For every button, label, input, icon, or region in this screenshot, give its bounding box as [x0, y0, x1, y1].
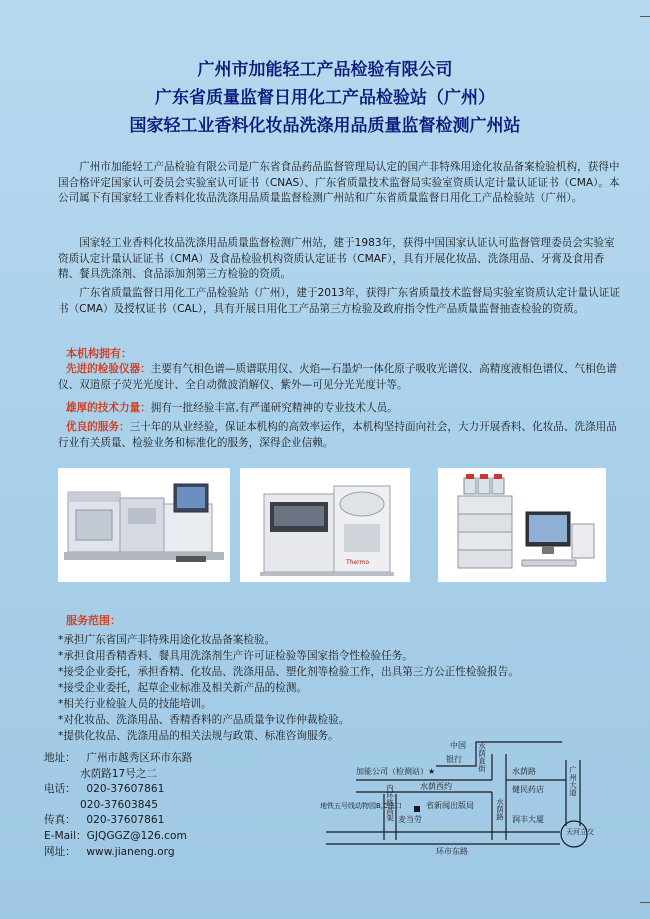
contact-block	[44, 751, 314, 860]
map-label-shuiyin-xiyue: 水荫西约	[420, 782, 452, 791]
map-label-metro: 地铁五号线动物园B,C出口	[320, 802, 402, 810]
map-label-news-press: 省新闻出版局	[426, 801, 474, 810]
email-link[interactable]: GJQGGZ@126.com	[86, 829, 187, 842]
station-name: 广东省质量监督日用化工产品检验站（广州）	[155, 88, 495, 108]
gc-instrument-illustration	[58, 468, 230, 582]
map-label-shuiyin-road-top: 水荫路	[512, 767, 536, 776]
feature-text: 主要有气相色谱—质谱联用仪、火焰—石墨炉一体化原子吸收光谱仪、高精度液相色谱仪、气相色谱仪、双道原子荧光光度计、全自动微波消解仪、紫外—可见分光光度计等。	[58, 363, 617, 391]
map-label-huanshi-road: 环市东路	[436, 847, 468, 856]
map-label-jianeng: 加能公司（检测站）★	[356, 767, 436, 776]
feature-label: 先进的检验仪器：	[66, 363, 151, 375]
location-map	[316, 722, 612, 856]
service-item: *相关行业检验人员的技能培训。	[58, 698, 212, 710]
aas-instrument-illustration	[240, 468, 410, 582]
feature-service	[58, 420, 620, 451]
map-label-shuiyin-road: 水荫路	[495, 798, 505, 821]
address-label: 地址：	[44, 752, 76, 764]
phone-1: 020-37607861	[86, 783, 165, 796]
email-label: E-Mail：	[44, 829, 87, 842]
phone-label: 电话：	[44, 783, 76, 796]
map-label-shuiyin-zhijie: 水荫直街	[477, 742, 487, 772]
phone-2: 020-37603845	[80, 798, 158, 811]
intro-paragraph-1: 广州市加能轻工产品检验有限公司是广东省食品药品监督管理局认定的国产非特殊用途化妆品备案检验机构，获得中国合格评定国家认可委员会实验室认可证书（CNAS）、广东省质量技术监督局实验室资质认定计量认证证书（CMA）。本公司属下有国家轻工业香料化妆品洗涤用品质量监督检测广州站和广东省质量监督日用化工产品检验站（广州）。	[58, 161, 620, 205]
map-label-china: 中国	[450, 741, 466, 750]
website-link[interactable]: www.jianeng.org	[86, 845, 175, 858]
photo-aas-instrument	[240, 468, 410, 582]
map-label-jianmin-pharmacy: 健民药店	[512, 785, 544, 794]
service-item: *对化妆品、洗涤用品、香精香料的产品质量争议作仲裁检验。	[58, 714, 350, 726]
map-label-runfeng: 润丰大厦	[512, 815, 544, 824]
fax-label: 传真：	[44, 814, 76, 827]
feature-label: 优良的服务：	[66, 421, 130, 433]
map-label-bank: 银行	[446, 755, 462, 764]
service-item: *提供化妆品、洗涤用品的相关法规与政策、标准咨询服务。	[58, 730, 339, 742]
intro-paragraph-3: 广东省质量监督日用化工产品检验站（广州），建于2013年，获得广东省质量技术监督局实验室资质认定计量认证证书（CMA）及授权证书（CAL），具有开展日用化工产品第三方检验及政府指令性产品质量监督抽查检验的资质。	[58, 287, 620, 315]
map-label-neihuan: 内环路高架	[385, 784, 395, 822]
feature-text: 拥有一批经验丰富,有严谨研究精神的专业技术人员。	[150, 402, 398, 414]
map-label-tianhe: 天河立交	[566, 828, 594, 836]
service-item: *承担食用香精香料、餐具用洗涤剂生产许可证检验等国家指令性检验任务。	[58, 650, 413, 662]
feature-technical-strength	[58, 401, 620, 417]
title-block	[0, 56, 650, 140]
crop-mark	[640, 16, 650, 17]
address-line-1: 广州市越秀区环市东路	[86, 752, 193, 764]
national-station-name: 国家轻工业香料化妆品洗涤用品质量监督检测广州站	[129, 116, 521, 136]
service-item: *接受企业委托，承担香精、化妆品、洗涤用品、塑化剂等检验工作，出具第三方公正性检验报告。	[58, 666, 519, 678]
map-label-mcd: 麦当劳	[398, 815, 422, 824]
crop-mark	[640, 902, 650, 903]
photo-gc-instrument	[58, 468, 230, 582]
map-label-guangzhou-avenue: 广州大道	[568, 766, 578, 796]
feature-label: 雄厚的技术力量：	[66, 402, 151, 414]
service-item: *接受企业委托，起草企业标准及相关新产品的检测。	[58, 682, 307, 694]
photo-hplc-instrument	[438, 468, 606, 582]
services-heading: 服务范围：	[66, 614, 121, 627]
hplc-instrument-illustration	[438, 468, 606, 582]
web-label: 网址：	[44, 845, 76, 858]
feature-text: 三十年的从业经验，保证本机构的高效率运作，本机构坚持面向社会，大力开展香料、化妆品、洗涤用品行业有关质量、检验业务和标准化的服务，深得企业信赖。	[58, 421, 617, 449]
feature-instruments	[58, 362, 620, 393]
features-heading: 本机构拥有：	[66, 347, 132, 360]
address-line-2: 水荫路17号之二	[80, 767, 158, 780]
company-name: 广州市加能轻工产品检验有限公司	[197, 60, 453, 80]
service-item: *承担广东省国产非特殊用途化妆品备案检验。	[58, 634, 276, 646]
intro-paragraph-2: 国家轻工业香料化妆品洗涤用品质量监督检测广州站，建于1983年，获得中国国家认证认可监督管理委员会实验室资质认定计量认证证书（CMA）及食品检验机构资质认定证书（CMAF），具有开展化妆品、洗涤用品、牙膏及食用香精、餐具洗涤剂、食品添加剂第三方检验的资质。	[58, 237, 615, 281]
thermo-logo-text: Thermo	[346, 559, 370, 566]
fax-number: 020-37607861	[86, 814, 165, 827]
